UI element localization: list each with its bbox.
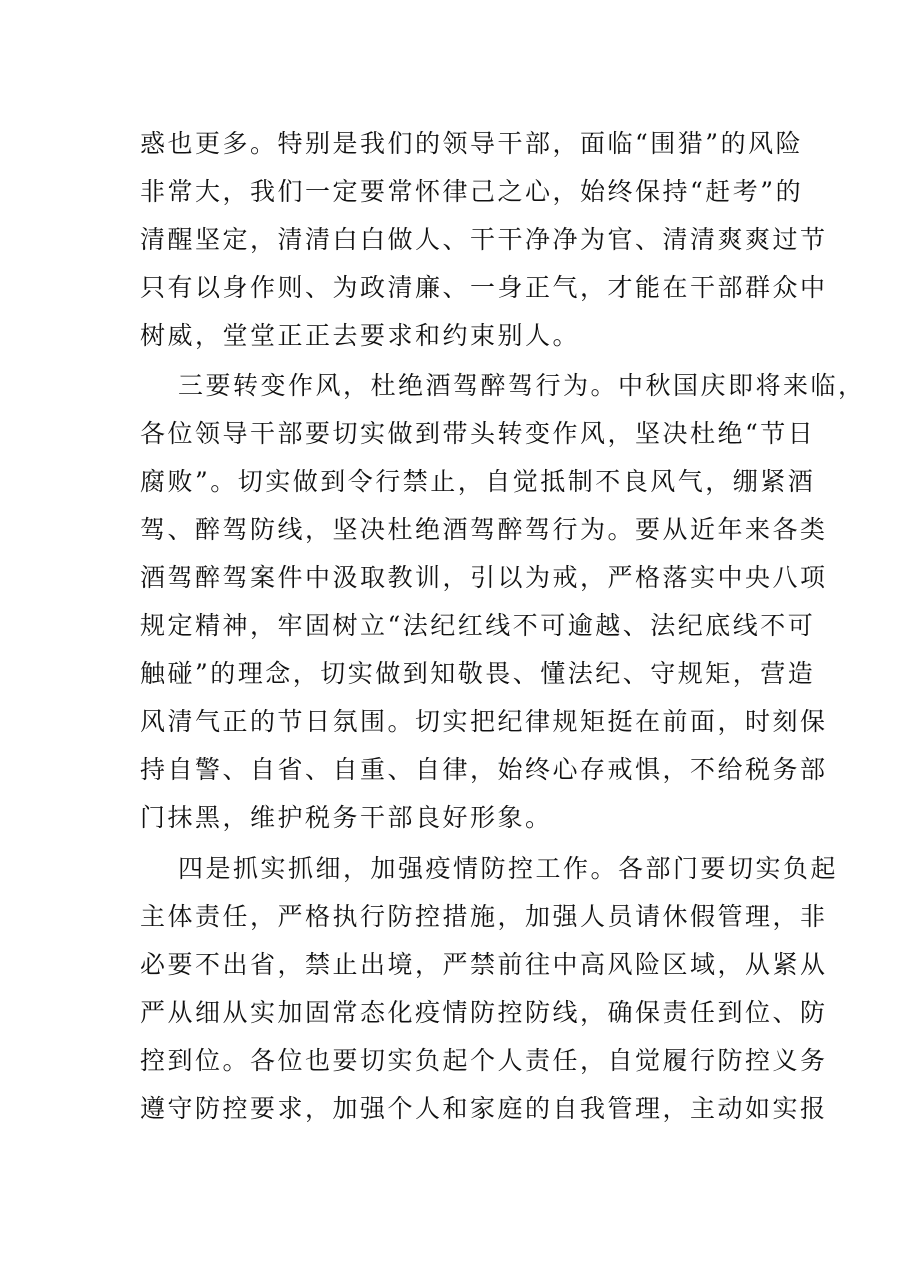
- text-line: 风清气正的节日氛围。切实把纪律规矩挺在前面，时刻保: [140, 707, 828, 736]
- text-line: 控到位。各位也要切实负起个人责任，自觉履行防控义务: [140, 1046, 828, 1075]
- paragraph-2: [140, 362, 866, 842]
- text-line: 规定精神，牢固树立“法纪红线不可逾越、法纪底线不可: [140, 611, 816, 640]
- paragraph-3: [140, 845, 839, 1133]
- text-line: 门抹黑，维护税务干部良好形象。: [140, 803, 553, 832]
- text-line: 惑也更多。特别是我们的领导干部，面临“围猎”的风险: [140, 129, 804, 158]
- text-line: 非常大，我们一定要常怀律己之心，始终保持“赶考”的: [140, 177, 804, 206]
- text-line: 腐败”。切实做到令行禁止，自觉抵制不良风气，绷紧酒: [140, 467, 816, 496]
- text-line: 驾、醉驾防线，坚决杜绝酒驾醉驾行为。要从近年来各类: [140, 515, 828, 544]
- text-line: 清醒坚定，清清白白做人、干干净净为官、清清爽爽过节: [140, 225, 828, 254]
- text-line: 三要转变作风，杜绝酒驾醉驾行为。中秋国庆即将来临，: [178, 371, 866, 400]
- text-line: 触碰”的理念，切实做到知敬畏、懂法纪、守规矩，营造: [140, 659, 816, 688]
- text-line: 只有以身作则、为政清廉、一身正气，才能在干部群众中: [140, 273, 828, 302]
- text-line: 必要不出省，禁止出境，严禁前往中高风险区域，从紧从: [140, 950, 828, 979]
- text-line: 各位领导干部要切实做到带头转变作风，坚决杜绝“节日: [140, 419, 816, 448]
- text-line: 树威，堂堂正正去要求和约束别人。: [140, 321, 581, 350]
- text-line: 持自警、自省、自重、自律，始终心存戒惧，不给税务部: [140, 755, 828, 784]
- text-line: 酒驾醉驾案件中汲取教训，引以为戒，严格落实中央八项: [140, 563, 828, 592]
- text-line: 遵守防控要求，加强个人和家庭的自我管理，主动如实报: [140, 1094, 828, 1123]
- text-line: 严从细从实加固常态化疫情防控防线，确保责任到位、防: [140, 998, 828, 1027]
- paragraph-1: [140, 120, 828, 360]
- text-line: 四是抓实抓细，加强疫情防控工作。各部门要切实负起: [178, 854, 839, 883]
- text-line: 主体责任，严格执行防控措施，加强人员请休假管理，非: [140, 902, 828, 931]
